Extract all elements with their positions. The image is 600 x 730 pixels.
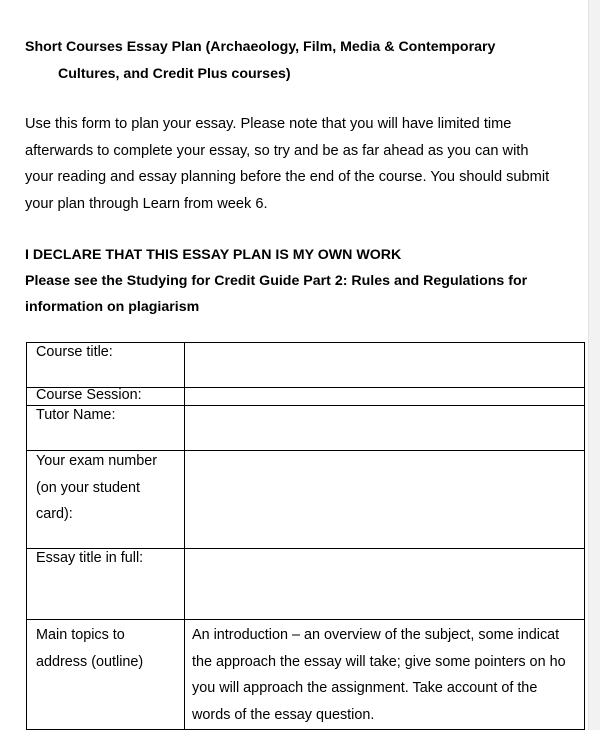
- form-row-course-title: [27, 343, 585, 388]
- main-topics-text-line1: An introduction – an overview of the subject, some indicat: [192, 627, 560, 643]
- exam-number-label: [36, 448, 184, 528]
- main-topics-label: [36, 622, 184, 675]
- tutor-name-label: Tutor Name:: [36, 407, 116, 423]
- form-row-essay-title: [27, 549, 585, 620]
- main-topics-text-line3: you will approach the assignment. Take account of the: [192, 680, 538, 696]
- declaration-heading: I DECLARE THAT THIS ESSAY PLAN IS MY OWN WORK: [25, 247, 402, 263]
- document-title-line2: Cultures, and Credit Plus courses): [58, 66, 291, 82]
- intro-line: your plan through Learn from week 6.: [25, 195, 268, 212]
- main-topics-text-line4: words of the essay question.: [192, 706, 375, 723]
- intro-line: your reading and essay planning before the end of the course. You should submit: [25, 169, 550, 185]
- main-topics-label-line1: Main topics to: [36, 627, 125, 643]
- essay-plan-form: [26, 342, 585, 730]
- plagiarism-guide-line2: information on plagiarism: [25, 299, 200, 314]
- main-topics-text-line2: the approach the essay will take; give some pointers on ho: [192, 653, 566, 670]
- course-title-field[interactable]: [185, 343, 585, 388]
- essay-title-label-cell: [27, 549, 185, 620]
- main-topics-text: [192, 622, 584, 728]
- main-topics-label-line2: address (outline): [36, 653, 144, 670]
- form-row-tutor-name: [27, 406, 585, 451]
- vertical-scrollbar[interactable]: [588, 0, 600, 730]
- tutor-name-label-cell: [27, 406, 185, 451]
- form-row-exam-number: [27, 451, 585, 549]
- exam-number-label-line3: card):: [36, 506, 73, 522]
- exam-number-label-line2: (on your student: [36, 479, 140, 496]
- course-session-label: Course Session:: [36, 388, 142, 403]
- exam-number-field[interactable]: [185, 451, 585, 549]
- essay-title-field[interactable]: [185, 549, 585, 620]
- form-row-main-topics: [27, 620, 585, 730]
- document-title-line1: Short Courses Essay Plan (Archaeology, Film, Media & Contemporary: [25, 39, 496, 55]
- exam-number-label-line1: Your exam number: [36, 453, 158, 469]
- course-title-label: Course title:: [36, 344, 113, 360]
- intro-line: Use this form to plan your essay. Please note that you will have limited time: [25, 116, 512, 132]
- main-topics-label-cell: [27, 620, 185, 730]
- intro-line: afterwards to complete your essay, so try and be as far ahead as you can with: [25, 142, 529, 159]
- declaration-block: [25, 242, 590, 314]
- plagiarism-guide-line1: Please see the Studying for Credit Guide Part 2: Rules and Regulations for: [25, 273, 528, 289]
- tutor-name-field[interactable]: [185, 406, 585, 451]
- main-topics-field[interactable]: [185, 620, 585, 730]
- intro-paragraph: [25, 111, 590, 217]
- course-session-field[interactable]: [185, 388, 585, 406]
- essay-title-label: Essay title in full:: [36, 550, 144, 566]
- document-title: [25, 34, 585, 88]
- exam-number-label-cell: [27, 451, 185, 549]
- course-title-label-cell: [27, 343, 185, 388]
